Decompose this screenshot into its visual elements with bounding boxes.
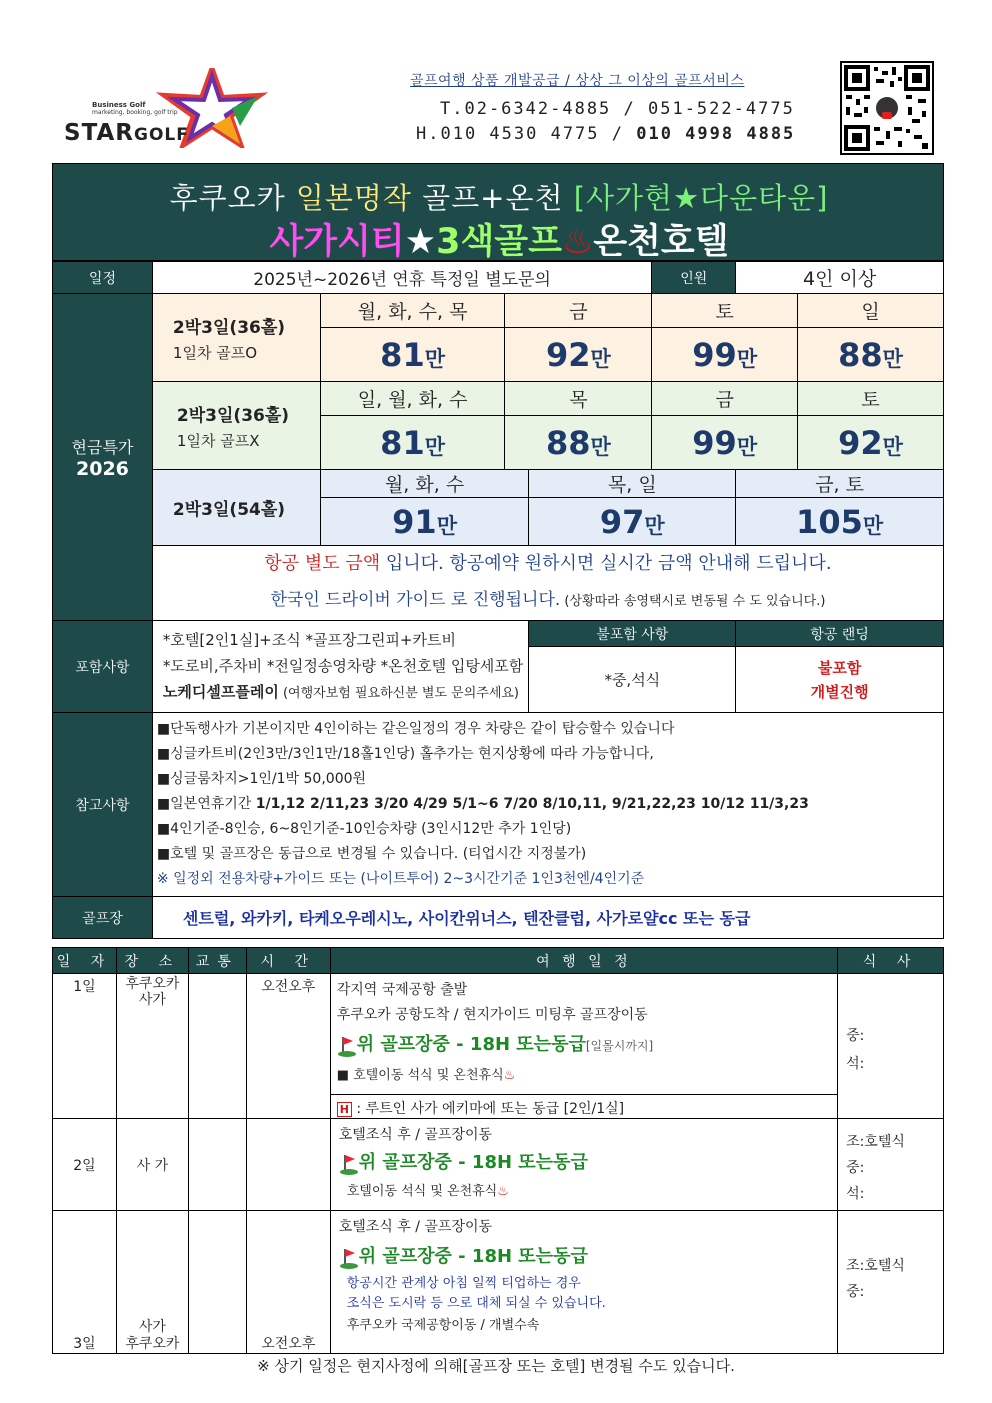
price-cell: 81만 [320, 416, 505, 470]
price-cell: 81만 [320, 328, 505, 382]
title-banner [52, 163, 944, 261]
hotel-day-1: H : 루트인 사가 에키마에 또는 동급 [2인/1실] [330, 1095, 837, 1119]
col-time: 시 간 [246, 948, 330, 974]
banner-title: 후쿠오카 일본명작 골프+온천 [사가현★다운타운] [169, 181, 829, 215]
includes-label: 포함사항 [53, 621, 153, 713]
price-cell: 88만 [505, 416, 652, 470]
excluded-label: 불포함 사항 [529, 621, 736, 647]
day-header: 목 [505, 382, 652, 416]
place-day-3: 사가 후쿠오카 [116, 1211, 188, 1354]
notes-list: ■단독행사가 기본이지만 4인이하는 같은일정의 경우 차량은 같이 탑승할수 있습니다 ■싱글카트비(2인3만/3인1만/18홀1인당) 홀추가는 현지상황에 따라 가능합니다, ■싱글룸차지>1인/1박 50,000원 ■일본연휴기간 1/1,12 2/11,23 3/20 4/29 5/1~6 7/20 8/10,11, 9/21,22,23 10/12 11/3,23 ■4인기준-8인승, 6~8인기준-10인승차량 (3인시12만 추가 1인당) ■호텔 및 골프장은 동급으로 변경될 수 있습니다. (티업시간 지정불가) ※ 일정외 전용차량+가이드 또는 (나이트투어) 2~3시간기준 1인3천엔/4인기준 [152, 713, 943, 897]
meal-day-1: 중: 석: [838, 974, 944, 1119]
place-day-2: 사 가 [116, 1119, 188, 1211]
price-cell: 105만 [736, 498, 944, 546]
itinerary-day-2: 호텔조식 후 / 골프장이동 위 골프장중 - 18H 또는동급 호텔이동 석식 및 온천휴식♨ [330, 1119, 837, 1211]
price-cell: 92만 [798, 416, 944, 470]
logo-wordmark: STARGOLF [64, 120, 189, 146]
price-cell: 99만 [652, 416, 798, 470]
qr-code-icon[interactable] [840, 61, 934, 155]
footer-notice: ※ 상기 일정은 현지사정에 의해[골프장 또는 호텔] 변경될 수도 있습니다. [257, 1357, 735, 1375]
course-54: 2박3일(54홀) [152, 470, 320, 546]
course-36-golf-x: 2박3일(36홀) 1일차 골프X [152, 382, 320, 470]
day-header: 토 [798, 382, 944, 416]
includes-list: *호텔[2인1실]+조식 *골프장그린피+카트비 *도로비,주차비 *전일정송영차량 *온천호텔 입탕세포함 노케디셀프플레이 (여행자보험 필요하신분 별도 문의주세요) [152, 621, 529, 713]
col-meal: 식 사 [838, 948, 944, 974]
golf-course-list: 센트럴, 와카키, 타케오우레시노, 사이칸위너스, 텐잔클럽, 사가로얄cc 또는 동급 [152, 897, 943, 939]
phone-line-2: H.010 4530 4775 / 010 4998 4885 [416, 124, 796, 144]
itinerary-day-1: 각지역 국제공항 출발 후쿠오카 공항도착 / 현지가이드 미팅후 골프장이동 위 골프장중 - 18H 또는동급[일몰시까지] ■ 호텔이동 석식 및 온천휴식♨ [330, 974, 837, 1095]
col-transport: 교통 [188, 948, 246, 974]
day-3: 3일 [53, 1211, 117, 1354]
day-header: 일, 월, 화, 수 [320, 382, 505, 416]
day-header: 금 [505, 294, 652, 328]
time-day-1: 오전오후 [246, 974, 330, 1119]
meal-day-3: 조:호텔식 중: [838, 1211, 944, 1354]
cash-special-label: 현금특가 2026 [53, 294, 153, 621]
day-header: 금, 토 [736, 470, 944, 498]
price-cell: 97만 [529, 498, 736, 546]
col-day: 일 자 [53, 948, 117, 974]
schedule-value: 2025년~2026년 연휴 특정일 별도문의 [152, 262, 651, 294]
course-36-golf-o: 2박3일(36홀) 1일차 골프O [152, 294, 320, 382]
price-cell: 91만 [320, 498, 529, 546]
price-cell: 88만 [798, 328, 944, 382]
notes-label: 참고사항 [53, 713, 153, 897]
air-landing-label: 항공 랜딩 [736, 621, 944, 647]
excluded-value: *중,석식 [529, 647, 736, 713]
price-cell: 92만 [505, 328, 652, 382]
pricing-notes: 항공 별도 금액 입니다. 항공예약 원하시면 실시간 금액 안내해 드립니다. 한국인 드라이버 가이드 로 진행됩니다. (상황따라 송영택시로 변동될 수 도 있습니다.) [152, 546, 943, 621]
logo-tagline: Business Golf marketing, booking, golf trip [92, 101, 178, 116]
day-header: 월, 화, 수 [320, 470, 529, 498]
itinerary-day-3: 호텔조식 후 / 골프장이동 위 골프장중 - 18H 또는동급 항공시간 관계상 아침 일찍 티업하는 경우 조식은 도시락 등 으로 대체 되실 수 있습니다. 후쿠오카 국제공항이동 / 개별수속 [330, 1211, 837, 1354]
golf-flag-icon [337, 1035, 357, 1057]
people-value: 4인 이상 [736, 262, 944, 294]
time-day-3: 오전오후 [246, 1211, 330, 1354]
golf-course-label: 골프장 [53, 897, 153, 939]
day-header: 토 [652, 294, 798, 328]
hotel-icon: H [337, 1102, 352, 1117]
golf-flag-icon [339, 1153, 359, 1175]
day-header: 목, 일 [529, 470, 736, 498]
banner-subtitle: 사가시티★3색골프♨온천호텔 [269, 222, 729, 262]
day-header: 일 [798, 294, 944, 328]
meal-day-2: 조:호텔식 중: 석: [838, 1119, 944, 1211]
pricing-table [52, 261, 944, 939]
itinerary-table [52, 947, 944, 1354]
company-tagline: 골프여행 상품 개발공급 / 상상 그 이상의 골프서비스 [410, 73, 745, 89]
people-label: 인원 [652, 262, 736, 294]
col-place: 장 소 [116, 948, 188, 974]
day-header: 월, 화, 수, 목 [320, 294, 505, 328]
col-itinerary: 여 행 일 정 [330, 948, 837, 974]
schedule-label: 일정 [53, 262, 153, 294]
golf-flag-icon [339, 1247, 359, 1269]
day-header: 금 [652, 382, 798, 416]
day-1: 1일 [53, 974, 117, 1119]
price-cell: 99만 [652, 328, 798, 382]
place-day-1: 후쿠오카 사가 [116, 974, 188, 1119]
day-2: 2일 [53, 1119, 117, 1211]
phone-line-1: T.02-6342-4885 / 051-522-4775 [440, 99, 795, 119]
air-landing-value: 불포함 개별진행 [736, 647, 944, 713]
